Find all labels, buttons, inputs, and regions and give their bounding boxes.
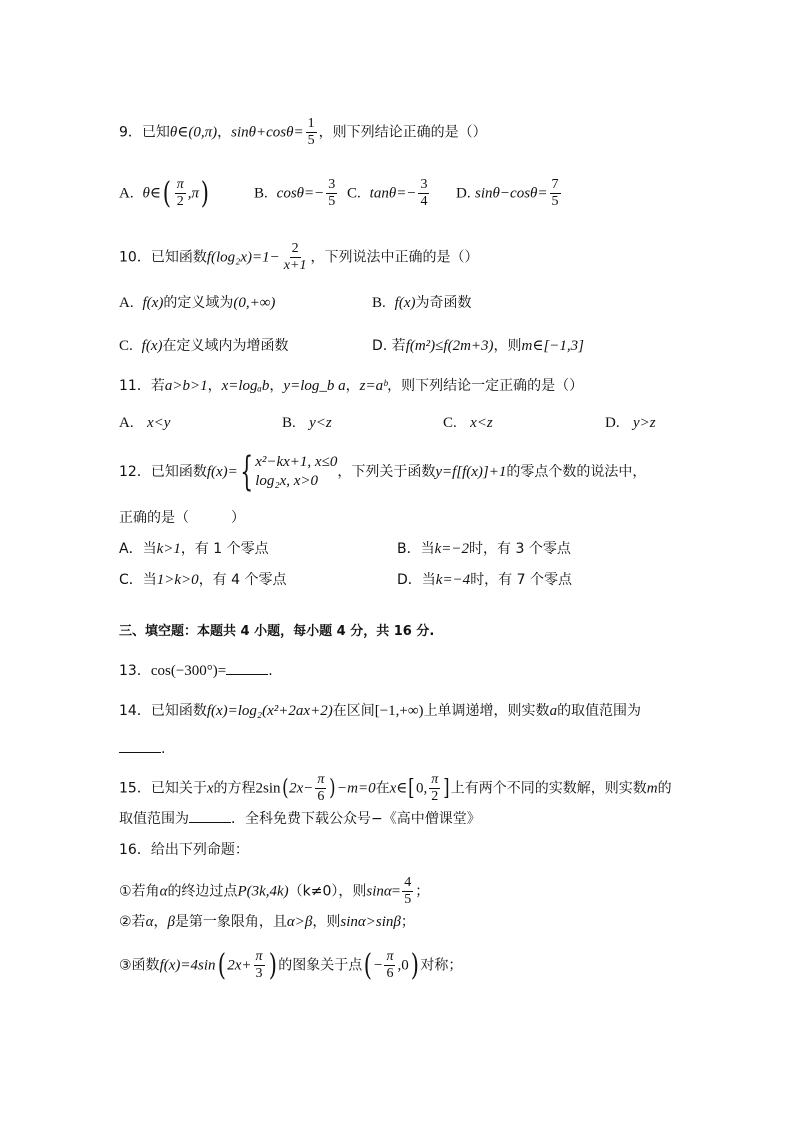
q12-option-b: B．当k=−2时，有 3 个零点 [397,541,571,557]
q11-option-c: C. x<z [443,415,493,431]
q13: 13．cos(−300°)= . [119,660,273,681]
q11-option-d: D. y>z [605,415,656,431]
q16-proposition-2: ②若α，β是第一象限角，且α>β，则sinα>sinβ； [119,914,415,930]
q9-option-c: C. tanθ=− $\frac{3}{4}$ [347,177,428,209]
answer-blank [226,660,268,675]
q10-option-d: D. 若f(m²)≤f(2m+3)，则m∈[−1,3] [372,338,585,354]
q12-line2: 正确的是（ ） [119,510,245,526]
q10-stem: 10．已知函数f(log₂x)=1− $\frac{2}{x+1}$ ，下列说法中正确的是（） [119,241,479,273]
section-heading: 三、填空题：本题共 4 小题，每小题 4 分，共 16 分. [119,624,435,639]
q14-line2: . [119,738,165,759]
q9-fraction: $\frac{1}{5}$ [307,116,315,148]
q9-option-a: A. θ∈( $\frac{\pi}{2}$ ,π) [119,175,209,211]
q10-option-c: C. f(x)在定义域内为增函数 [119,338,289,354]
q16-stem: 16．给出下列命题： [119,842,249,858]
q15-line2: 取值范围为 ．全科免费下载公众号−《高中僧课堂》 [119,808,481,829]
answer-blank [119,738,161,753]
q11-option-b: B. y<z [282,415,332,431]
q12-option-a: A．当k>1，有 1 个零点 [119,541,269,557]
q11-option-a: A. x<y [119,415,171,431]
q9-stem: 9．已知θ∈(0,π)，sinθ+cosθ= $\frac{1}{5}$ ，则下列结论正确的是（） [119,116,487,148]
q12-option-c: C．当1>k>0，有 4 个零点 [119,572,287,588]
q9-option-b: B. cosθ=− $\frac{3}{5}$ [254,177,336,209]
q14: 14．已知函数f(x)=log₂(x²+2ax+2)在区间[−1,+∞)上单调递增，则实数a的取值范围为 [119,703,642,719]
q12-stem: 12．已知函数f(x)={ x²−kx+1, x≤0 log₂x, x>0 ，下列关于函数y=f[f(x)]+1的零点个数的说法中， [119,449,647,495]
q16-proposition-1: ①若角α的终边过点P(3k,4k)（k≠0），则sinα= $\frac{4}{5}$ ； [119,875,430,907]
q16-proposition-3: ③函数f(x)=4sin( 2x+ $\frac{\pi}{3}$ ) 的图象关于点( − $\frac{\pi}{6}$ ,0) 对称； [119,947,463,983]
q10-option-b: B. f(x)为奇函数 [372,295,472,311]
q12-piecewise: x²−kx+1, x≤0 log₂x, x>0 [255,454,338,489]
q10-option-a: A. f(x)的定义域为(0,+∞) [119,295,276,311]
q9-option-d: D. sinθ−cosθ= $\frac{7}{5}$ [456,177,559,209]
q12-option-d: D．当k=−4时，有 7 个零点 [397,572,572,588]
q15: 15．已知关于x的方程2sin(2x− $\frac{\pi}{6}$ )−m=0在x∈[0, $\frac{\pi}{2}$ ]上有两个不同的实数解，则实数m的 [119,772,672,804]
answer-blank [189,808,231,823]
q11-stem: 11．若a>b>1，x=logₐb，y=log_b a，z=aᵇ，则下列结论一定正确的是（） [119,378,584,394]
